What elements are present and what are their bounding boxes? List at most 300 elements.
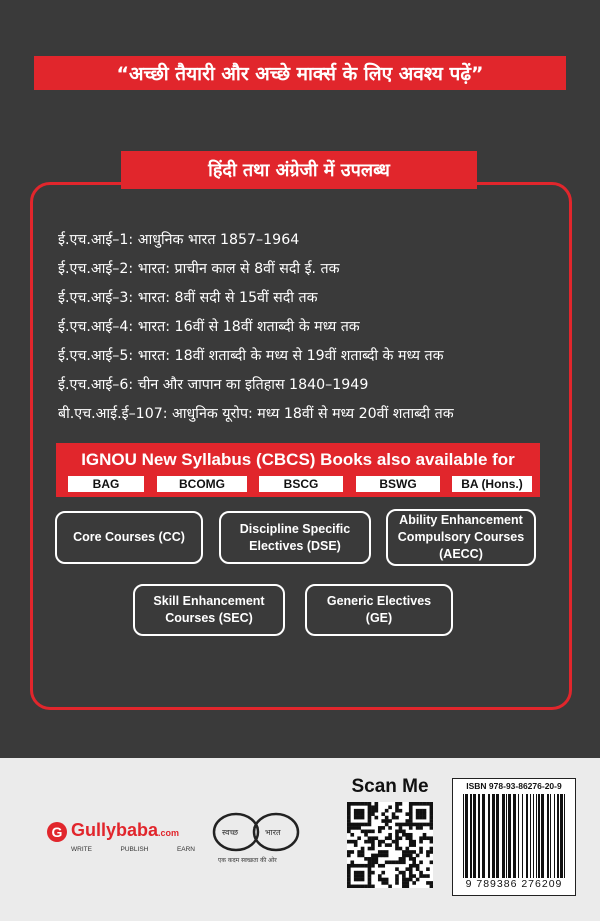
qr-module	[361, 830, 365, 834]
qr-module	[395, 860, 399, 864]
qr-module	[416, 809, 420, 813]
qr-module	[378, 874, 382, 878]
course-list	[58, 226, 568, 429]
program-tag-bswg: BSWG	[356, 476, 440, 492]
qr-module	[412, 860, 416, 864]
qr-module	[375, 854, 379, 858]
qr-module	[381, 812, 385, 816]
qr-module	[405, 836, 409, 840]
qr-module	[378, 850, 382, 854]
swachh-bharat-logo	[210, 808, 302, 868]
qr-module	[399, 847, 403, 851]
qr-module	[385, 854, 389, 858]
qr-module	[361, 802, 365, 806]
qr-module	[368, 885, 372, 888]
qr-module	[409, 874, 413, 878]
qr-module	[378, 843, 382, 847]
qr-module	[419, 826, 423, 830]
qr-module	[392, 860, 396, 864]
qr-module	[405, 867, 409, 871]
qr-module	[388, 836, 392, 840]
qr-module	[364, 857, 368, 861]
qr-module	[361, 864, 365, 868]
category-label: Generic Electives (GE)	[326, 594, 432, 625]
qr-module	[354, 871, 358, 875]
qr-module	[368, 874, 372, 878]
qr-module	[409, 802, 413, 806]
qr-module	[385, 843, 389, 847]
qr-module	[409, 826, 413, 830]
qr-module	[419, 874, 423, 878]
qr-module	[347, 812, 351, 816]
qr-module	[402, 833, 406, 837]
qr-module	[350, 850, 354, 854]
qr-module	[395, 805, 399, 809]
qr-module	[381, 819, 385, 823]
qr-module	[368, 871, 372, 875]
qr-module	[395, 823, 399, 827]
category-label: Skill Enhancement Courses (SEC)	[153, 594, 265, 625]
qr-module	[423, 812, 427, 816]
qr-module	[409, 843, 413, 847]
qr-module	[368, 805, 372, 809]
qr-module	[419, 850, 423, 854]
qr-module	[357, 885, 361, 888]
qr-code	[347, 802, 433, 888]
qr-module	[354, 826, 358, 830]
qr-module	[409, 871, 413, 875]
qr-module	[357, 812, 361, 816]
qr-module	[378, 878, 382, 882]
available-languages-banner: हिंदी तथा अंग्रेजी में उपलब्ध	[121, 151, 477, 189]
qr-module	[385, 816, 389, 820]
qr-module	[423, 823, 427, 827]
barcode-bar	[550, 794, 551, 878]
qr-module	[357, 854, 361, 858]
qr-module	[347, 809, 351, 813]
qr-module	[395, 809, 399, 813]
category-ge	[305, 584, 453, 636]
qr-module	[357, 816, 361, 820]
course-item: ई.एच.आई–5: भारत: 18वीं शताब्दी के मध्य से 19वीं शताब्दी के मध्य तक	[58, 348, 444, 364]
qr-module	[354, 823, 358, 827]
qr-module	[426, 874, 430, 878]
category-sec	[133, 584, 285, 636]
barcode-bar	[463, 794, 464, 878]
qr-module	[350, 802, 354, 806]
qr-module	[364, 840, 368, 844]
qr-module	[364, 823, 368, 827]
barcode-bar	[554, 794, 555, 878]
qr-module	[412, 823, 416, 827]
qr-module	[423, 816, 427, 820]
qr-module	[430, 802, 433, 806]
qr-module	[347, 881, 351, 885]
qr-module	[347, 850, 351, 854]
qr-module	[426, 836, 430, 840]
qr-module	[347, 854, 351, 858]
qr-module	[375, 802, 379, 806]
qr-module	[350, 823, 354, 827]
qr-module	[381, 878, 385, 882]
barcode-bar	[496, 794, 499, 878]
course-item: ई.एच.आई–6: चीन और जापान का इतिहास 1840–1949	[58, 377, 369, 393]
syllabus-title: IGNOU New Syllabus (CBCS) Books also available for	[81, 450, 515, 469]
qr-module	[412, 843, 416, 847]
qr-module	[409, 857, 413, 861]
qr-module	[395, 840, 399, 844]
qr-module	[368, 867, 372, 871]
course-item: बी.एच.आई.ई–107: आधुनिक यूरोप: मध्य 18वीं से मध्य 20वीं शताब्दी तक	[58, 406, 454, 422]
qr-module	[375, 805, 379, 809]
qr-module	[385, 860, 389, 864]
qr-module	[354, 878, 358, 882]
qr-module	[378, 864, 382, 868]
qr-module	[423, 802, 427, 806]
qr-module	[371, 885, 375, 888]
barcode-icon	[461, 794, 567, 878]
qr-module	[381, 864, 385, 868]
qr-module	[430, 819, 433, 823]
qr-module	[402, 857, 406, 861]
qr-module	[361, 850, 365, 854]
qr-module	[368, 840, 372, 844]
swachh-left-label: स्वच्छ	[222, 828, 239, 837]
logo-tagline: EARN	[176, 846, 195, 853]
qr-module	[399, 857, 403, 861]
barcode-bar	[513, 794, 516, 878]
qr-module	[357, 864, 361, 868]
barcode-bar	[560, 794, 563, 878]
qr-module	[412, 881, 416, 885]
qr-module	[350, 833, 354, 837]
qr-module	[409, 816, 413, 820]
qr-module	[388, 860, 392, 864]
program-tag-bag: BAG	[68, 476, 144, 492]
qr-module	[350, 885, 354, 888]
qr-module	[385, 850, 389, 854]
qr-module	[385, 878, 389, 882]
qr-module	[385, 809, 389, 813]
category-label: Discipline Specific Electives (DSE)	[239, 521, 351, 553]
qr-module	[395, 874, 399, 878]
qr-module	[409, 819, 413, 823]
qr-module	[347, 871, 351, 875]
qr-module	[368, 860, 372, 864]
qr-module	[368, 878, 372, 882]
qr-module	[368, 816, 372, 820]
qr-module	[419, 847, 423, 851]
qr-module	[368, 881, 372, 885]
barcode-bar	[465, 794, 468, 878]
barcode-bar	[526, 794, 528, 878]
qr-module	[354, 840, 358, 844]
qr-module	[409, 812, 413, 816]
qr-module	[412, 874, 416, 878]
barcode-bar	[564, 794, 565, 878]
logo-g-icon: G	[47, 822, 67, 842]
qr-module	[371, 843, 375, 847]
qr-module	[430, 840, 433, 844]
qr-module	[423, 874, 427, 878]
qr-module	[395, 802, 399, 806]
qr-module	[371, 857, 375, 861]
qr-module	[405, 850, 409, 854]
qr-module	[361, 871, 365, 875]
qr-module	[409, 809, 413, 813]
qr-module	[354, 843, 358, 847]
program-tag-ba-hons: BA (Hons.)	[452, 476, 532, 492]
qr-module	[371, 864, 375, 868]
course-item: ई.एच.आई–2: भारत: प्राचीन काल से 8वीं सदी ई. तक	[58, 261, 340, 277]
qr-module	[371, 836, 375, 840]
qr-module	[347, 885, 351, 888]
qr-module	[361, 847, 365, 851]
barcode-bar	[541, 794, 544, 878]
qr-module	[347, 823, 351, 827]
qr-module	[395, 878, 399, 882]
qr-module	[412, 802, 416, 806]
barcode-bar	[488, 794, 490, 878]
qr-module	[430, 812, 433, 816]
qr-module	[399, 823, 403, 827]
qr-module	[357, 836, 361, 840]
qr-module	[416, 812, 420, 816]
qr-module	[347, 805, 351, 809]
qr-module	[361, 812, 365, 816]
qr-module	[364, 802, 368, 806]
qr-module	[354, 812, 358, 816]
qr-module	[378, 840, 382, 844]
qr-module	[347, 874, 351, 878]
qr-module	[371, 812, 375, 816]
barcode-bar	[470, 794, 472, 878]
qr-module	[416, 878, 420, 882]
qr-module	[350, 860, 354, 864]
syllabus-banner	[56, 443, 540, 497]
qr-module	[364, 864, 368, 868]
qr-module	[381, 826, 385, 830]
qr-module	[361, 874, 365, 878]
qr-module	[347, 878, 351, 882]
barcode-bar	[522, 794, 523, 878]
qr-module	[430, 836, 433, 840]
qr-module	[354, 864, 358, 868]
qr-module	[426, 854, 430, 858]
logo-tagline: PUBLISH	[120, 846, 149, 853]
qr-module	[350, 864, 354, 868]
qr-module	[392, 812, 396, 816]
qr-module	[402, 823, 406, 827]
qr-module	[364, 830, 368, 834]
logo-taglines	[71, 846, 195, 853]
qr-module	[375, 860, 379, 864]
qr-module	[368, 836, 372, 840]
qr-module	[347, 867, 351, 871]
qr-module	[419, 823, 423, 827]
qr-module	[409, 864, 413, 868]
qr-module	[430, 805, 433, 809]
program-tag-bcomg: BCOMG	[157, 476, 247, 492]
qr-module	[409, 867, 413, 871]
qr-module	[402, 871, 406, 875]
course-item: ई.एच.आई–3: भारत: 8वीं सदी से 15वीं सदी तक	[58, 290, 318, 306]
qr-module	[416, 816, 420, 820]
qr-module	[381, 854, 385, 858]
qr-module	[347, 840, 351, 844]
qr-module	[416, 802, 420, 806]
qr-module	[412, 857, 416, 861]
quote-banner: “अच्छी तैयारी और अच्छे मार्क्स के लिए अवश्य पढ़ें”	[34, 56, 566, 90]
qr-module	[412, 864, 416, 868]
qr-module	[368, 809, 372, 813]
qr-module	[423, 836, 427, 840]
qr-module	[354, 816, 358, 820]
qr-module	[361, 878, 365, 882]
qr-module	[354, 885, 358, 888]
qr-module	[405, 885, 409, 888]
qr-module	[354, 809, 358, 813]
barcode-bar	[482, 794, 485, 878]
qr-module	[347, 816, 351, 820]
qr-module	[371, 805, 375, 809]
qr-module	[368, 864, 372, 868]
qr-module	[354, 802, 358, 806]
qr-module	[416, 867, 420, 871]
isbn-number: 9 789386 276209	[465, 878, 563, 890]
course-item: ई.एच.आई–1: आधुनिक भारत 1857–1964	[58, 232, 300, 248]
barcode-bar	[547, 794, 549, 878]
qr-module	[399, 830, 403, 834]
qr-module	[395, 816, 399, 820]
qr-module	[395, 833, 399, 837]
qr-module	[378, 830, 382, 834]
spectacles-icon	[210, 808, 302, 856]
qr-module	[357, 823, 361, 827]
isbn-label: ISBN 978-93-86276-20-9	[466, 781, 562, 791]
qr-module	[405, 847, 409, 851]
barcode-bar	[538, 794, 540, 878]
qr-module	[402, 881, 406, 885]
qr-module	[405, 854, 409, 858]
qr-module	[350, 840, 354, 844]
qr-module	[399, 860, 403, 864]
qr-module	[419, 840, 423, 844]
qr-module	[399, 871, 403, 875]
qr-module	[361, 816, 365, 820]
qr-module	[423, 809, 427, 813]
qr-module	[416, 854, 420, 858]
qr-module	[402, 850, 406, 854]
course-item: ई.एच.आई–4: भारत: 16वीं से 18वीं शताब्दी के मध्य तक	[58, 319, 360, 335]
qr-module	[385, 881, 389, 885]
qr-module	[347, 802, 351, 806]
qr-module	[392, 840, 396, 844]
qr-module	[375, 836, 379, 840]
category-aecc	[386, 509, 536, 566]
qr-module	[368, 857, 372, 861]
qr-module	[416, 823, 420, 827]
gullybaba-logo	[47, 822, 197, 862]
qr-module	[357, 874, 361, 878]
qr-module	[399, 802, 403, 806]
qr-module	[405, 881, 409, 885]
qr-module	[405, 878, 409, 882]
qr-module	[388, 833, 392, 837]
qr-module	[368, 819, 372, 823]
qr-module	[388, 826, 392, 830]
qr-module	[388, 805, 392, 809]
barcode-bar	[530, 794, 531, 878]
isbn-barcode	[452, 778, 576, 896]
qr-module	[426, 881, 430, 885]
qr-module	[381, 850, 385, 854]
qr-module	[368, 847, 372, 851]
qr-module	[381, 871, 385, 875]
logo-wordmark	[71, 820, 179, 841]
barcode-bar	[557, 794, 559, 878]
qr-module	[412, 840, 416, 844]
qr-module	[357, 850, 361, 854]
qr-module	[409, 836, 413, 840]
qr-module	[409, 840, 413, 844]
qr-module	[419, 809, 423, 813]
qr-module	[371, 847, 375, 851]
qr-module	[368, 823, 372, 827]
qr-module	[430, 881, 433, 885]
qr-module	[347, 864, 351, 868]
qr-module	[347, 826, 351, 830]
qr-module	[405, 823, 409, 827]
qr-module	[361, 809, 365, 813]
qr-module	[402, 830, 406, 834]
qr-module	[419, 816, 423, 820]
qr-module	[385, 819, 389, 823]
qr-module	[388, 819, 392, 823]
qr-module	[371, 830, 375, 834]
qr-module	[395, 867, 399, 871]
qr-module	[430, 823, 433, 827]
qr-module	[426, 850, 430, 854]
qr-module	[371, 840, 375, 844]
qr-module	[402, 874, 406, 878]
qr-module	[405, 819, 409, 823]
qr-module	[385, 836, 389, 840]
category-label: Core Courses (CC)	[73, 530, 185, 544]
qr-module	[371, 854, 375, 858]
barcode-bar	[492, 794, 495, 878]
barcode-bar	[478, 794, 480, 878]
qr-module	[426, 867, 430, 871]
swachh-right-label: भारत	[265, 828, 281, 837]
qr-module	[392, 816, 396, 820]
qr-module	[430, 850, 433, 854]
qr-module	[395, 881, 399, 885]
qr-module	[399, 826, 403, 830]
qr-module	[357, 826, 361, 830]
qr-module	[395, 836, 399, 840]
qr-module	[381, 840, 385, 844]
qr-module	[371, 871, 375, 875]
qr-module	[416, 826, 420, 830]
logo-tagline: WRITE	[71, 846, 92, 853]
qr-module	[402, 885, 406, 888]
qr-module	[399, 836, 403, 840]
barcode-bar	[508, 794, 511, 878]
qr-module	[430, 847, 433, 851]
qr-module	[430, 885, 433, 888]
qr-module	[405, 812, 409, 816]
